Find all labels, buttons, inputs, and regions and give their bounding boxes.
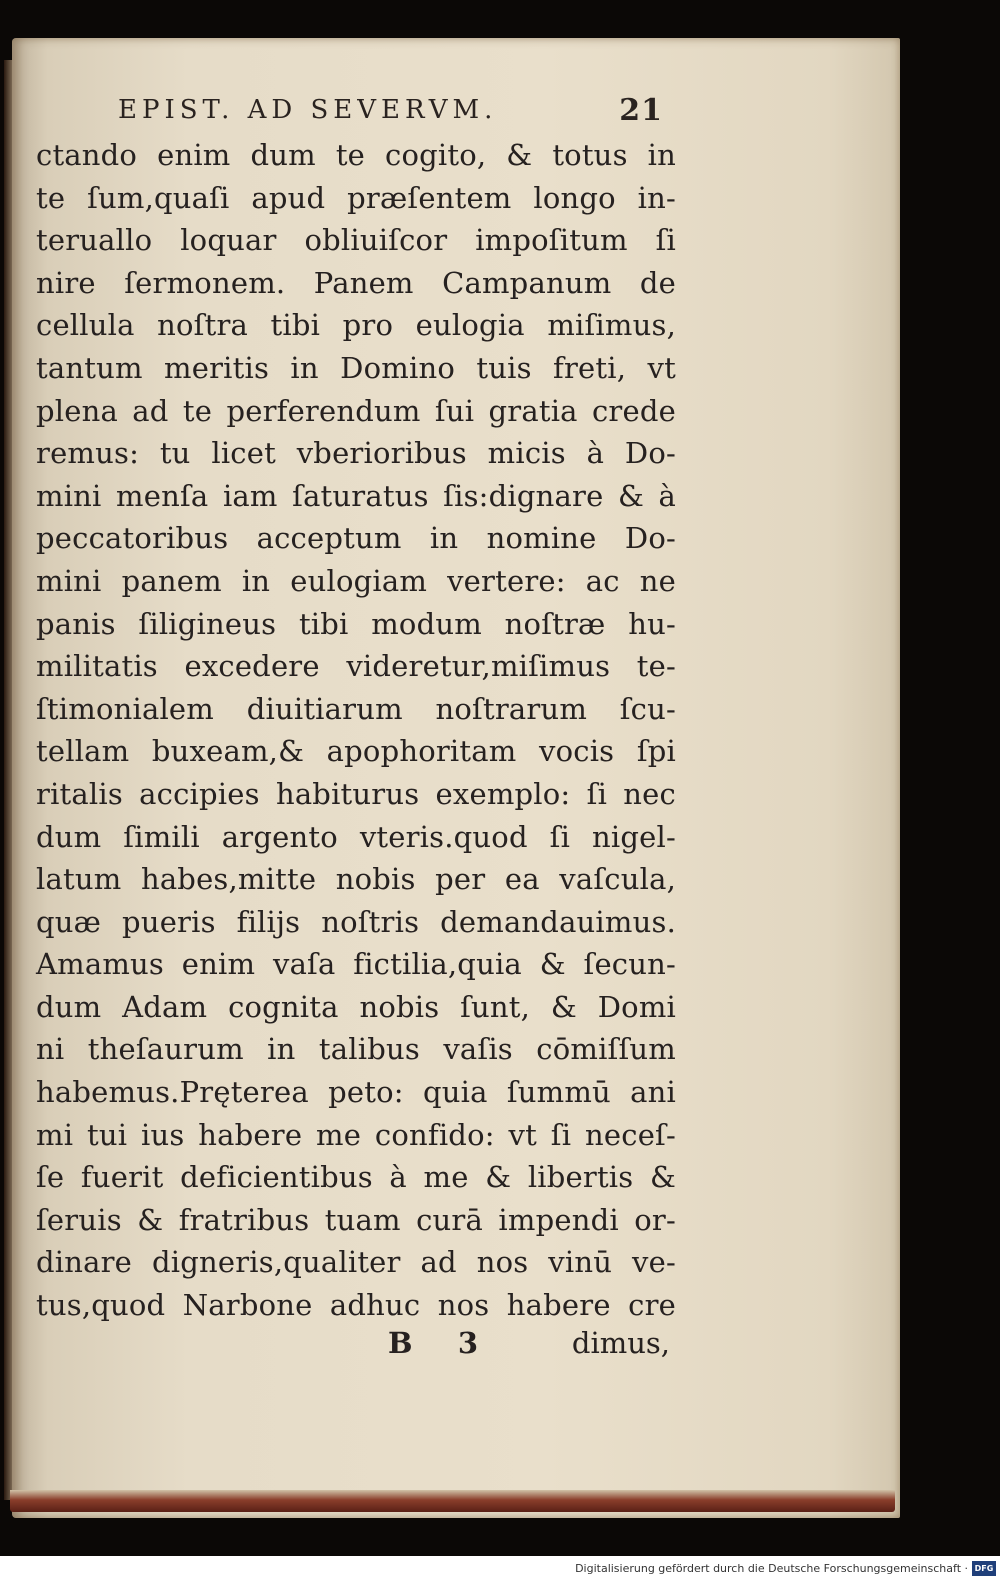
text-line: tantum meritis in Domino tuis freti, vt <box>36 350 676 385</box>
page-edge <box>10 1490 895 1512</box>
text-line: dum ſimili argento vteris.quod ſi nigel- <box>36 819 676 854</box>
signature-number: 3 <box>457 1326 478 1360</box>
text-line: quæ pueris filijs noſtris demandauimus. <box>36 904 676 939</box>
running-title: EPIST. AD SEVERVM. <box>118 95 498 125</box>
text-line: dinare digneris,qualiter ad nos vinū ve- <box>36 1245 676 1280</box>
text-line: mini panem in eulogiam vertere: ac ne <box>36 563 676 598</box>
text-line: cellula noſtra tibi pro eulogia miſimus, <box>36 308 676 343</box>
text-line: latum habes,mitte nobis per ea vaſcula, <box>36 862 676 897</box>
text-line: te ſum,quaſi apud præſentem longo in- <box>36 180 676 215</box>
text-line: nire ſermonem. Panem Campanum de <box>36 265 676 300</box>
text-line: ſeruis & fratribus tuam curā impendi or- <box>36 1202 676 1237</box>
text-line: peccatoribus acceptum in nomine Do- <box>36 521 676 556</box>
page-number: 21 <box>619 92 663 128</box>
dfg-logo: DFG <box>972 1561 996 1576</box>
running-head <box>118 88 663 132</box>
signature-letter: B <box>388 1326 413 1360</box>
text-line: ſe fuerit deficientibus à me & libertis & <box>36 1160 676 1195</box>
text-line: militatis excedere videretur,miſimus te- <box>36 649 676 684</box>
text-line: plena ad te perferendum ſui gratia crede <box>36 393 676 428</box>
text-line: panis ſiligineus tibi modum noſtræ hu- <box>36 606 676 641</box>
text-line: mi tui ius habere me confido: vt ſi neceſ- <box>36 1117 676 1152</box>
text-line: ni theſaurum in talibus vaſis cōmiſſum <box>36 1032 676 1067</box>
text-line: ritalis accipies habiturus exemplo: ſi nec <box>36 776 676 811</box>
text-line: remus: tu licet vberioribus micis à Do- <box>36 436 676 471</box>
text-line: tellam buxeam,& apophoritam vocis ſpi <box>36 734 676 769</box>
text-line: mini menſa iam ſaturatus ſis:dignare & à <box>36 478 676 513</box>
text-line: ctando enim dum te cogito, & totus in <box>36 138 676 172</box>
signature-mark <box>388 1326 478 1370</box>
footer-credit: Digitalisierung gefördert durch die Deutsche Forschungsgemeinschaft · <box>575 1562 968 1575</box>
text-line: dum Adam cognita nobis ſunt, & Domi <box>36 989 676 1024</box>
text-line: ſtimonialem diuitiarum noſtrarum ſcu- <box>36 691 676 726</box>
text-line: teruallo loquar obliuiſcor impoſitum ſi <box>36 223 676 258</box>
catchword: dimus, <box>571 1326 670 1360</box>
text-line: habemus.Pręterea peto: quia ſummū ani <box>36 1075 676 1110</box>
text-line: tus,quod Narbone adhuc nos habere cre <box>36 1288 676 1323</box>
text-line: Amamus enim vaſa fictilia,quia & ſecun- <box>36 947 676 982</box>
text-block <box>36 134 676 1327</box>
